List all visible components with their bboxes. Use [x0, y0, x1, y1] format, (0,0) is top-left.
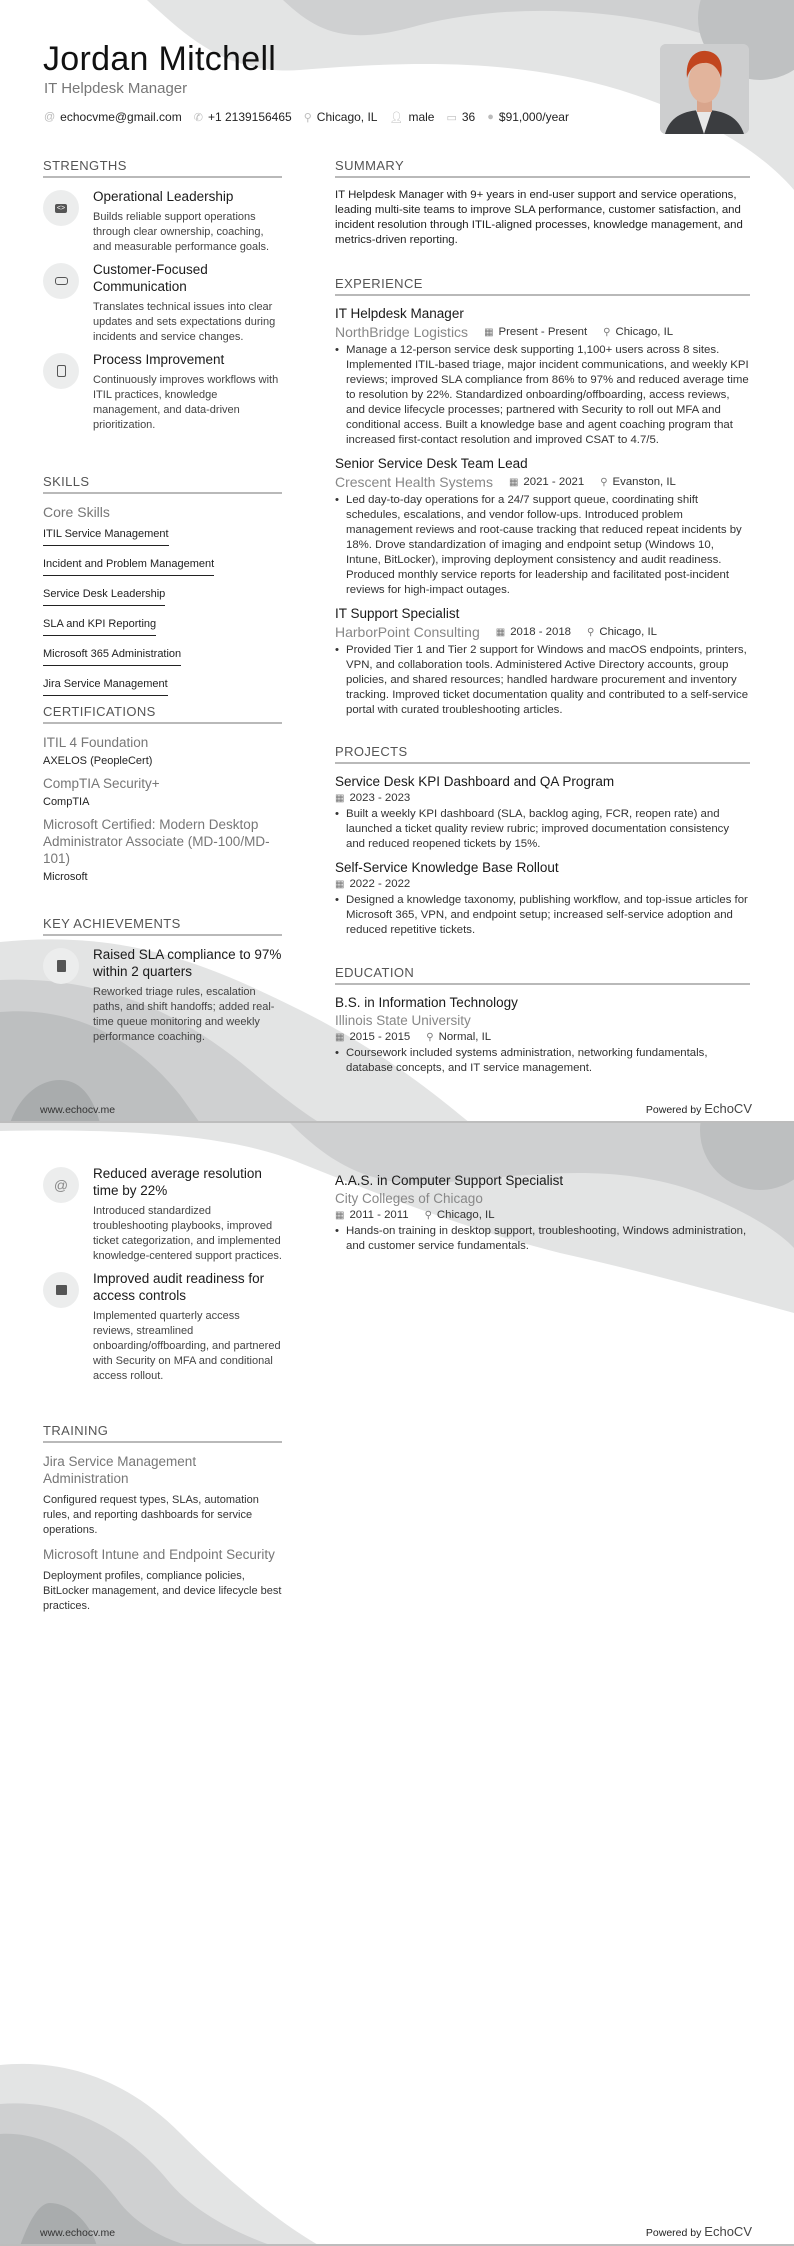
education-item: A.A.S. in Computer Support Specialist City Colleges of Chicago ▦ 2011 - 2011 ⚲ Chicago, IL • Hands-on training in desktop support, troubleshooting, Windows administration, and customer service fundamentals.: [335, 1173, 750, 1254]
project-item: Self-Service Knowledge Base Rollout ▦ 2022 - 2022 • Designed a knowledge taxonomy, publishing workflow, and top-issue articles for Microsoft 365, VPN, and endpoint setup; increased self-service adoption and reduced repetitive tickets.: [335, 860, 750, 938]
certification-item: Microsoft Certified: Modern Desktop Administrator Associate (MD-100/MD-101) Microsoft: [43, 817, 270, 883]
chart-icon: [43, 1272, 79, 1308]
footer-powered-by: Powered by EchoCV: [645, 1101, 752, 1116]
code-icon: <>: [43, 190, 79, 226]
calendar-icon: ▦: [335, 878, 345, 890]
calendar-icon: ▦: [335, 792, 345, 804]
experience-item: Senior Service Desk Team Lead Crescent Health Systems ▦ 2021 - 2021 ⚲ Evanston, IL • Led day-to-day operations for a 24/7 support queue, coordinating shift schedules, escalations, and vendor follow-ups. Introduced problem management reviews and root-cause tracking that reduced repeat incidents by 18%. Drove standardization of imaging and endpoint setup (Windows 10, Intune, BitLocker), improving deployment consistency and audit readiness. Produced monthly service reports for leadership and facilitated post-incident reviews for high-impact outages.: [335, 456, 750, 598]
footer-website[interactable]: www.echocv.me: [40, 1104, 116, 1116]
brand-logo: EchoCV: [704, 2224, 752, 2239]
skill-item: Jira Service Management: [43, 678, 168, 696]
skill-item: ITIL Service Management: [43, 528, 169, 546]
calendar-icon: ▦: [335, 1209, 345, 1221]
education-section-continued: [335, 1173, 750, 1262]
section-heading: SUMMARY: [335, 158, 750, 178]
calendar-icon: ▦: [495, 626, 506, 638]
message-icon: [43, 263, 79, 299]
strength-item: Process Improvement Continuously improves workflows with ITIL practices, knowledge management, and data-driven prioritization.: [43, 351, 282, 433]
experience-item: IT Support Specialist HarborPoint Consulting ▦ 2018 - 2018 ⚲ Chicago, IL • Provided Tier 1 and Tier 2 support for Windows and macOS endpoints, printers, VPN, and collaboration tools. Administered Active Directory accounts, group policies, and shared resources; handled hardware procurement and inventory tracking. Improved ticket documentation quality and contributed to a self-service portal with curated troubleshooting articles.: [335, 606, 750, 718]
training-item: Microsoft Intune and Endpoint Security Deployment profiles, compliance policies, BitLocker management, and device lifecycle best practices.: [43, 1547, 282, 1612]
summary-text: IT Helpdesk Manager with 9+ years in end-user support and service operations, leading multi-site teams to improve SLA performance, customer satisfaction, and incident resolution through ITIL-aligned processes, knowledge management, and metrics-driven reporting.: [335, 189, 743, 246]
certification-item: CompTIA Security+ CompTIA: [43, 776, 160, 808]
section-heading: EXPERIENCE: [335, 276, 750, 296]
certification-item: ITIL 4 Foundation AXELOS (PeopleCert): [43, 735, 153, 767]
footer-powered-by: Powered by EchoCV: [645, 2224, 752, 2239]
achievements-section-continued: [43, 1165, 282, 1390]
section-heading: STRENGTHS: [43, 158, 282, 178]
projects-section: [335, 744, 750, 946]
contact-age: ▭ 36: [446, 110, 476, 124]
contact-row: [44, 110, 569, 124]
document-icon: [43, 948, 79, 984]
achievements-section: [43, 916, 282, 1051]
money-icon: ●: [487, 111, 494, 123]
location-pin-icon: ⚲: [426, 1031, 434, 1043]
project-item: Service Desk KPI Dashboard and QA Program ▦ 2023 - 2023 • Built a weekly KPI dashboard (SLA, backlog aging, FCR, reopen rate) and launched a ticket quality review rubric; improved documentation consistency and reduced reopened tickets by 15%.: [335, 774, 750, 852]
section-heading: SKILLS: [43, 474, 282, 494]
skills-section: [43, 474, 282, 704]
section-heading: PROJECTS: [335, 744, 750, 764]
achievement-item: @ Reduced average resolution time by 22% Introduced standardized troubleshooting playbooks, improved ticket categorization, and implemented knowledge-centered support practices.: [43, 1165, 282, 1264]
tablet-icon: [43, 353, 79, 389]
person-icon: 👤︎: [389, 111, 404, 124]
contact-gender: 👤︎ male: [389, 110, 435, 124]
training-section: [43, 1423, 282, 1622]
calendar-icon: ▦: [484, 326, 494, 338]
skill-item: Service Desk Leadership: [43, 588, 165, 606]
section-heading: TRAINING: [43, 1423, 282, 1443]
skill-item: Microsoft 365 Administration: [43, 648, 181, 666]
resume-page-2: [0, 1123, 794, 2246]
at-icon: @: [43, 1167, 79, 1203]
calendar-icon: ▦: [335, 1031, 345, 1043]
strengths-section: [43, 158, 282, 439]
experience-item: IT Helpdesk Manager NorthBridge Logistics ▦ Present - Present ⚲ Chicago, IL • Manage a 12-person service desk supporting 1,100+ users across 8 sites. Implemented ITIL-based triage, major incident communications, and weekly KPI reviews; improved SLA compliance from 86% to 97% and reduced average time to resolution by 22%. Standardized onboarding/offboarding, access reviews, and device lifecycle processes; partnered with Security to roll out MFA and conditional access. Built a knowledge base and agent coaching program that increased first-contact resolution and improved CSAT to 4.7/5.: [335, 306, 750, 448]
strength-item: Customer-Focused Communication Translates technical issues into clear updates and sets expectations during incidents and service changes.: [43, 261, 282, 345]
strength-item: <> Operational Leadership Builds reliable support operations through clear ownership, coaching, and measurable performance goals.: [43, 188, 282, 255]
contact-phone: ✆ +1 2139156465: [193, 110, 292, 124]
calendar-icon: ▭: [446, 111, 457, 124]
brand-logo: EchoCV: [704, 1101, 752, 1116]
location-pin-icon: ⚲: [424, 1209, 432, 1221]
training-item: Jira Service Management Administration Configured request types, SLAs, automation rules, and reporting dashboards for service operations.: [43, 1454, 259, 1536]
candidate-name: Jordan Mitchell: [43, 40, 277, 78]
section-heading: KEY ACHIEVEMENTS: [43, 916, 282, 936]
contact-email[interactable]: @ echocvme@gmail.com: [44, 110, 182, 124]
skill-group-title: Core Skills: [43, 504, 110, 520]
skill-item: Incident and Problem Management: [43, 558, 214, 576]
calendar-icon: ▦: [508, 476, 519, 488]
achievement-item: Raised SLA compliance to 97% within 2 quarters Reworked triage rules, escalation paths, and shift handoffs; added real-time queue monitoring and weekly performance coaching.: [43, 946, 282, 1045]
summary-section: [335, 158, 750, 248]
location-pin-icon: ⚲: [600, 476, 608, 488]
skill-item: SLA and KPI Reporting: [43, 618, 156, 636]
location-pin-icon: ⚲: [603, 326, 611, 338]
location-pin-icon: ⚲: [303, 111, 312, 124]
experience-section: [335, 276, 750, 726]
section-heading: EDUCATION: [335, 965, 750, 985]
contact-salary: ● $91,000/year: [487, 110, 569, 124]
footer-website[interactable]: www.echocv.me: [40, 2227, 116, 2239]
education-item: B.S. in Information Technology Illinois State University ▦ 2015 - 2015 ⚲ Normal, IL • Coursework included systems administration, networking fundamentals, database concepts, and IT service management.: [335, 995, 750, 1076]
section-heading: CERTIFICATIONS: [43, 704, 282, 724]
certifications-section: [43, 704, 282, 891]
candidate-title: IT Helpdesk Manager: [44, 80, 188, 97]
achievement-item: Improved audit readiness for access controls Implemented quarterly access reviews, streamlined onboarding/offboarding, and partnered with Security on MFA and conditional access rollout.: [43, 1270, 282, 1384]
at-icon: @: [44, 111, 56, 123]
contact-location: ⚲ Chicago, IL: [303, 110, 378, 124]
phone-icon: ✆: [193, 111, 203, 124]
education-section: [335, 965, 750, 1084]
profile-photo: [660, 44, 749, 134]
location-pin-icon: ⚲: [587, 626, 595, 638]
